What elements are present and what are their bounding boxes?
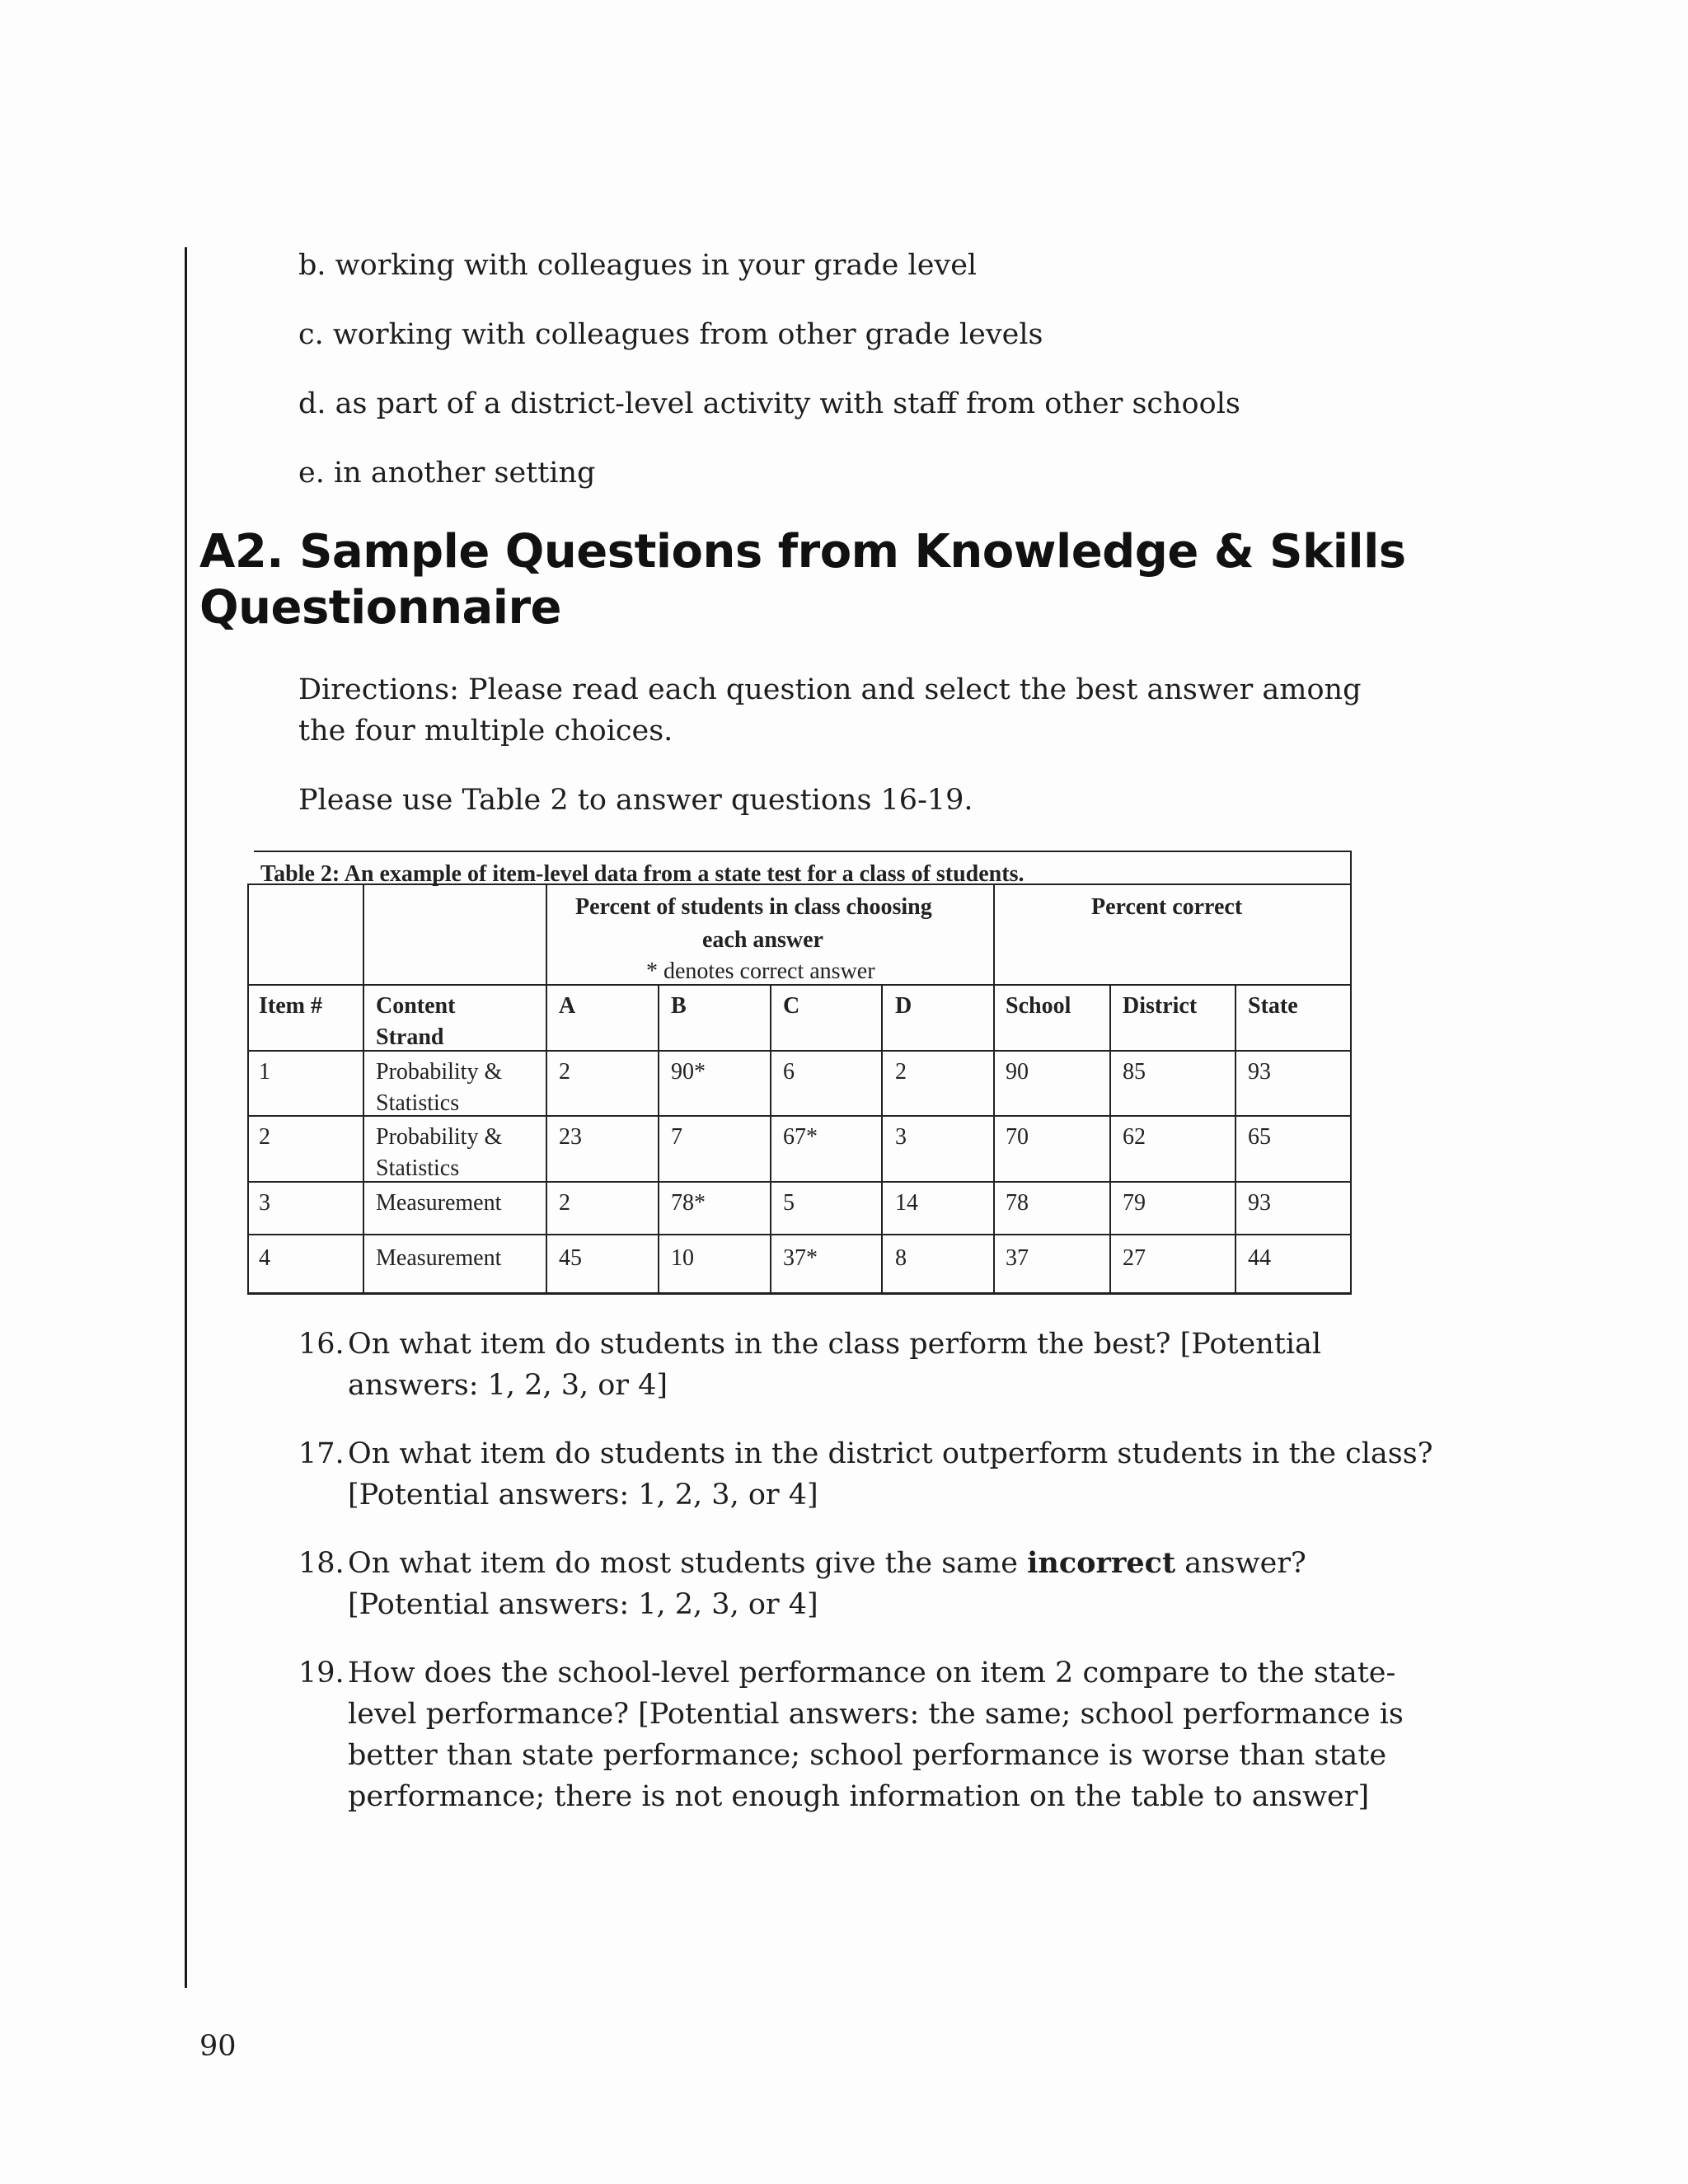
question-list: [298, 1324, 1452, 1844]
table-rule: [247, 1234, 1352, 1235]
table-cell: 2: [259, 1124, 270, 1150]
question-19: [298, 1652, 1452, 1817]
directions-text: Directions: Please read each question and select the best answer among the four multiple choices.: [298, 673, 1362, 748]
column-header: State: [1248, 993, 1298, 1019]
table-cell: 3: [895, 1124, 907, 1150]
list-item: d. as part of a district-level activity with staff from other schools: [298, 387, 1240, 420]
column-header: A: [559, 993, 576, 1019]
table-cell: 44: [1248, 1245, 1271, 1271]
question-text: On what item do students in the district outperform students in the class? [Potential answers: 1, 2, 3, or 4]: [348, 1437, 1433, 1511]
table-cell: 78: [1006, 1190, 1029, 1216]
column-header: Content: [376, 993, 456, 1019]
question-17: [298, 1433, 1452, 1516]
table-cell: 6: [783, 1059, 795, 1085]
table-cell: 90*: [671, 1059, 706, 1085]
margin-rule: [185, 247, 187, 1988]
table-cell: 90: [1006, 1059, 1029, 1085]
group-header-choosing-line2: each answer: [702, 927, 823, 953]
table-cell: 45: [559, 1245, 582, 1271]
table-rule: [770, 984, 771, 1295]
table-cell: 2: [559, 1059, 570, 1085]
page-number: 90: [199, 2030, 237, 2063]
question-text-after: answer? [Potential answers: 1, 2, 3, or 4]: [348, 1547, 1306, 1621]
table-cell: Measurement: [376, 1245, 502, 1271]
table-cell: Statistics: [376, 1155, 460, 1181]
table-cell: Probability &: [376, 1059, 503, 1085]
column-header: B: [671, 993, 687, 1019]
table-cell: 93: [1248, 1059, 1271, 1085]
table-rule: [254, 851, 1352, 852]
table-cell: 23: [559, 1124, 582, 1150]
table-cell: 4: [259, 1245, 270, 1271]
question-text-before: On what item do most students give the same: [348, 1547, 1028, 1580]
table-cell: 10: [671, 1245, 694, 1271]
question-16: [298, 1324, 1452, 1406]
table-cell: 85: [1123, 1059, 1146, 1085]
table-rule: [247, 883, 249, 1295]
table-cell: 78*: [671, 1190, 706, 1216]
table-cell: 79: [1123, 1190, 1146, 1216]
table-cell: 5: [783, 1190, 795, 1216]
table-cell: Probability &: [376, 1124, 503, 1150]
table-cell: Statistics: [376, 1090, 460, 1116]
table-rule: [993, 883, 995, 1295]
table-cell: 37: [1006, 1245, 1029, 1271]
table-caption: Table 2: An example of item-level data from a state test for a class of students.: [260, 861, 1025, 887]
table-cell: 2: [895, 1059, 907, 1085]
table-cell: Measurement: [376, 1190, 502, 1216]
table-cell: 67*: [783, 1124, 818, 1150]
table-cell: 93: [1248, 1190, 1271, 1216]
table-cell: 27: [1123, 1245, 1146, 1271]
continued-answer-list: [298, 244, 1452, 521]
table-cell: 3: [259, 1190, 270, 1216]
section-heading: A2. Sample Questions from Knowledge & Skills Questionnaire: [199, 525, 1406, 635]
table-rule: [658, 984, 659, 1295]
question-text: How does the school-level performance on item 2 compare to the state-level performance? [Potential answers: the same; school performance is better than state performance; school performance is worse than state performance; there is not enough information on the table to answer]: [348, 1657, 1404, 1813]
column-header: Item #: [259, 993, 322, 1019]
column-header: Strand: [376, 1024, 444, 1050]
table-reference-text: Please use Table 2 to answer questions 16-19.: [298, 784, 973, 817]
table-cell: 7: [671, 1124, 682, 1150]
question-number: 18.: [298, 1547, 345, 1580]
table-rule: [881, 984, 883, 1295]
question-number: 17.: [298, 1437, 345, 1470]
table-cell: 62: [1123, 1124, 1146, 1150]
column-header: District: [1123, 993, 1198, 1019]
list-item: b. working with colleagues in your grade level: [298, 249, 978, 282]
table-rule: [1350, 851, 1352, 1295]
table-cell: 37*: [783, 1245, 818, 1271]
table-rule: [247, 1292, 1352, 1295]
question-text: On what item do students in the class perform the best? [Potential answers: 1, 2, 3, or 4]: [348, 1328, 1322, 1402]
table-rule: [363, 883, 364, 1295]
table-cell: 14: [895, 1190, 918, 1216]
question-18: [298, 1543, 1452, 1625]
group-header-correct: Percent correct: [1091, 894, 1243, 920]
table-rule: [1235, 984, 1236, 1295]
correct-answer-note: * denotes correct answer: [646, 958, 875, 984]
group-header-choosing: Percent of students in class choosing: [575, 894, 932, 920]
column-header: D: [895, 993, 912, 1019]
question-number: 19.: [298, 1657, 345, 1690]
list-item: c. working with colleagues from other grade levels: [298, 318, 1043, 351]
question-text: [348, 1547, 1306, 1621]
table-cell: 8: [895, 1245, 907, 1271]
table-cell: 2: [559, 1190, 570, 1216]
table-rule: [546, 883, 547, 1295]
column-header: School: [1006, 993, 1071, 1019]
table-cell: 70: [1006, 1124, 1029, 1150]
question-number: 16.: [298, 1328, 345, 1361]
list-item: e. in another setting: [298, 457, 596, 490]
table-rule: [1109, 984, 1111, 1295]
table-cell: 1: [259, 1059, 270, 1085]
question-emphasis: incorrect: [1027, 1546, 1176, 1580]
column-header: C: [783, 993, 800, 1019]
table-cell: 65: [1248, 1124, 1271, 1150]
